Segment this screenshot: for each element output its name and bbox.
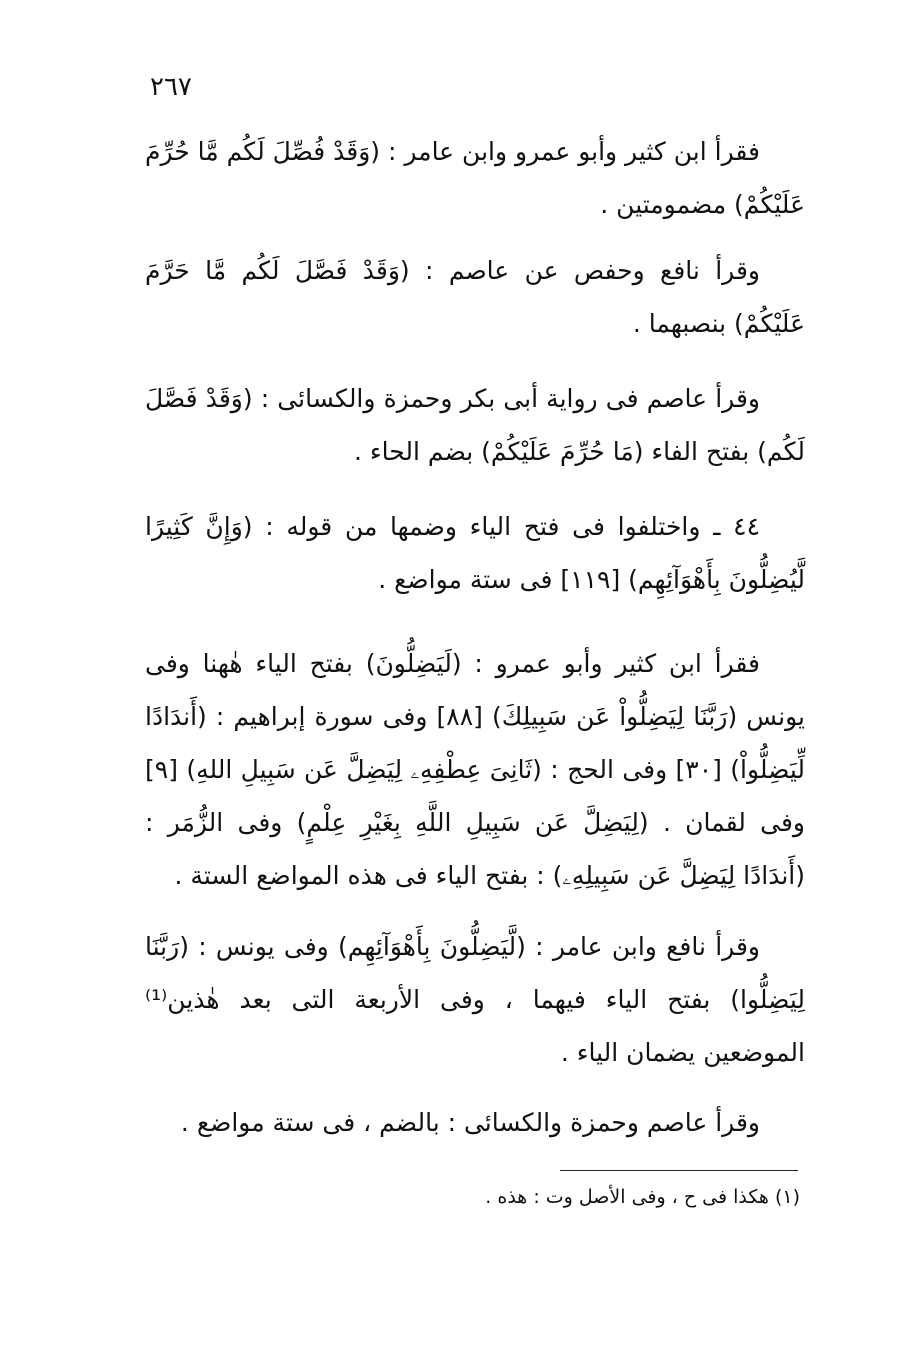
paragraph-2: وقرأ نافع وحفص عن عاصم : (وَقَدْ فَصَّلَ لَكُم مَّا حَرَّمَ عَلَيْكُمْ) بنصبهما .: [145, 256, 805, 338]
paragraph-6: وقرأ نافع وابن عامر : (لَّيَضِلُّونَ بِأَهْوَآئِهِم) وفى يونس : (رَبَّنَا لِيَضِلُّوا) بفتح الياء فيهما ، وفى الأربعة التى بعد هٰذين⁽¹⁾ الموضعين يضمان الياء .: [145, 932, 805, 1067]
footnote: (١) هكذا فى ح ، وفى الأصل وت : هذه .: [485, 1186, 800, 1208]
paragraph-4: ٤٤ ـ واختلفوا فى فتح الياء وضمها من قوله : (وَإِنَّ كَثِيرًا لَّيُضِلُّونَ بِأَهْوَآئِهِم) [١١٩] فى ستة مواضع .: [145, 512, 805, 594]
paragraph-5: فقرأ ابن كثير وأبو عمرو : (لَيَضِلُّونَ) بفتح الياء هٰهنا وفى يونس (رَبَّنَا لِيَضِلُّواْ عَن سَبِيلِكَ) [٨٨] وفى سورة إبراهيم : (أَندَادًا لِّيَضِلُّواْ) [٣٠] وفى الحج : (ثَانِىَ عِطْفِهِۦ لِيَضِلَّ عَن سَبِيلِ اللهِ) [٩] وفى لقمان . (لِيَضِلَّ عَن سَبِيلِ اللَّهِ بِغَيْرِ عِلْمٍ) وفى الزُّمَر : (أَندَادًا لِيَضِلَّ عَن سَبِيلِهِۦ) : بفتح الياء فى هذه المواضع الستة .: [145, 649, 805, 890]
paragraph-1: فقرأ ابن كثير وأبو عمرو وابن عامر : (وَقَدْ فُصِّلَ لَكُم مَّا حُرِّمَ عَلَيْكُمْ) مضمومتين .: [145, 137, 805, 219]
paragraph-3: وقرأ عاصم فى رواية أبى بكر وحمزة والكسائى : (وَقَدْ فَصَّلَ لَكُم) بفتح الفاء (مَا حُرِّمَ عَلَيْكُمْ) بضم الحاء .: [145, 384, 805, 466]
page-number: ٢٦٧: [150, 72, 192, 102]
footnote-divider: [560, 1170, 798, 1171]
paragraph-7: وقرأ عاصم وحمزة والكسائى : بالضم ، فى ستة مواضع .: [180, 1108, 760, 1137]
